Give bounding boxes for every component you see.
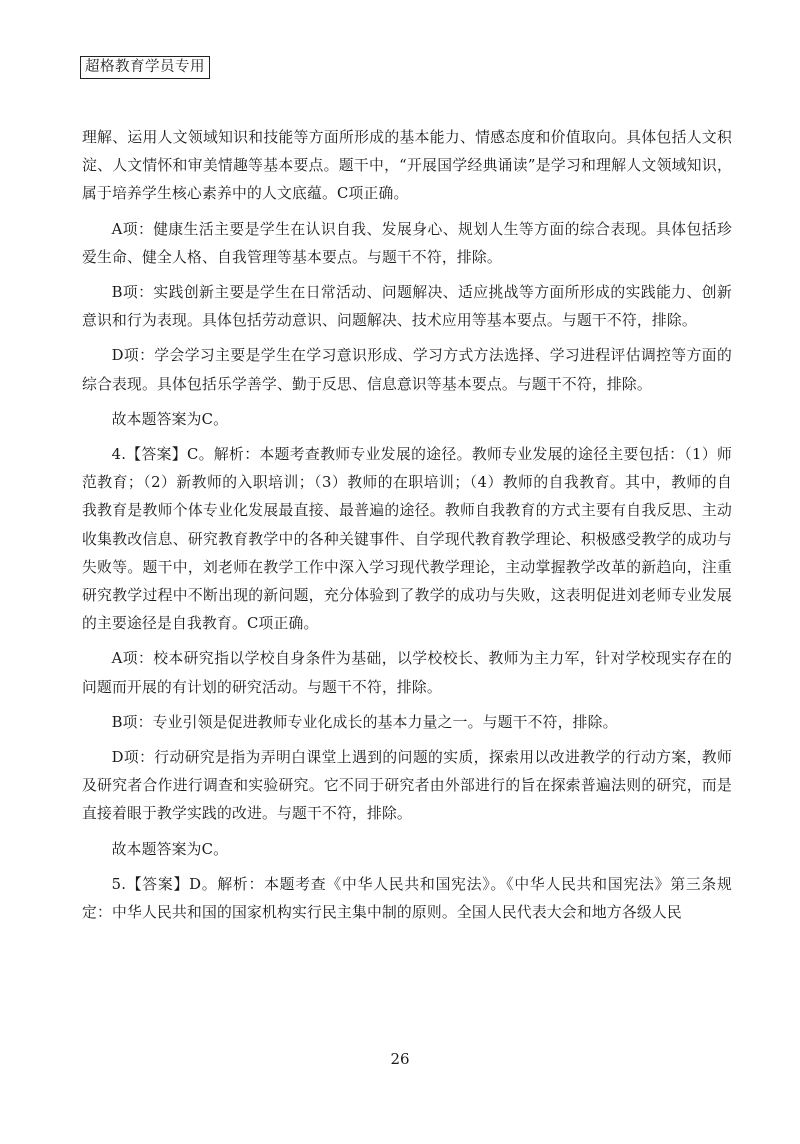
document-body bbox=[82, 124, 732, 934]
paragraph-1: 理解、运用人文领域知识和技能等方面所形成的基本能力、情感态度和价值取向。具体包括人文积淀、人文情怀和审美情趣等基本要点。题干中，“开展国学经典诵读”是学习和理解人文领域知识，属于培养学生核心素养中的人文底蕴。C项正确。 bbox=[82, 129, 732, 203]
page-number: 26 bbox=[390, 1050, 410, 1068]
paragraph-6: 4.【答案】C。解析：本题考查教师专业发展的途径。教师专业发展的途径主要包括：（1）师范教育；（2）新教师的入职培训；（3）教师的在职培训；（4）教师的自我教育。其中，教师的自我教育是教师个体专业化发展最直接、最普遍的途径。教师自我教育的方式主要有自我反思、主动收集教改信息、研究教育教学中的各种关键事件、自学现代教育教学理论、积极感受教学的成功与失败等。题干中，刘老师在教学工作中深入学习现代教学理论，主动掌握教学改革的新趋向，注重研究教学过程中不断出现的新问题，充分体验到了教学的成功与失败，这表明促进刘老师专业发展的主要途径是自我教育。C项正确。 bbox=[82, 446, 732, 633]
paragraph-4: D项：学会学习主要是学生在学习意识形成、学习方式方法选择、学习进程评估调控等方面的综合表现。具体包括乐学善学、勤于反思、信息意识等基本要点。与题干不符，排除。 bbox=[82, 347, 732, 393]
paragraph-3: B项：实践创新主要是学生在日常活动、问题解决、适应挑战等方面所形成的实践能力、创新意识和行为表现。具体包括劳动意识、问题解决、技术应用等基本要点。与题干不符，排除。 bbox=[82, 284, 732, 330]
paragraph-10: 故本题答案为C。 bbox=[111, 840, 229, 858]
paragraph-11: 5.【答案】D。解析：本题考查《中华人民共和国宪法》。《中华人民共和国宪法》第三条规定：中华人民共和国的国家机构实行民主集中制的原则。全国人民代表大会和地方各级人民 bbox=[82, 875, 732, 922]
paragraph-9: D项：行动研究是指为弄明白课堂上遇到的问题的实质，探索用以改进教学的行动方案，教师及研究者合作进行调查和实验研究。它不同于研究者由外部进行的旨在探索普遍法则的研究，而是直接着眼于教学实践的改进。与题干不符，排除。 bbox=[82, 749, 732, 823]
paragraph-2: A项：健康生活主要是学生在认识自我、发展身心、规划人生等方面的综合表现。具体包括珍爱生命、健全人格、自我管理等基本要点。与题干不符，排除。 bbox=[82, 220, 732, 266]
paragraph-7: A项：校本研究指以学校自身条件为基础，以学校校长、教师为主力军，针对学校现实存在的问题而开展的有计划的研究活动。与题干不符，排除。 bbox=[82, 650, 732, 696]
paragraph-8: B项：专业引领是促进教师专业化成长的基本力量之一。与题干不符，排除。 bbox=[111, 713, 618, 731]
paragraph-5: 故本题答案为C。 bbox=[111, 410, 229, 428]
header-label: 超格教育学员专用 bbox=[80, 56, 210, 79]
